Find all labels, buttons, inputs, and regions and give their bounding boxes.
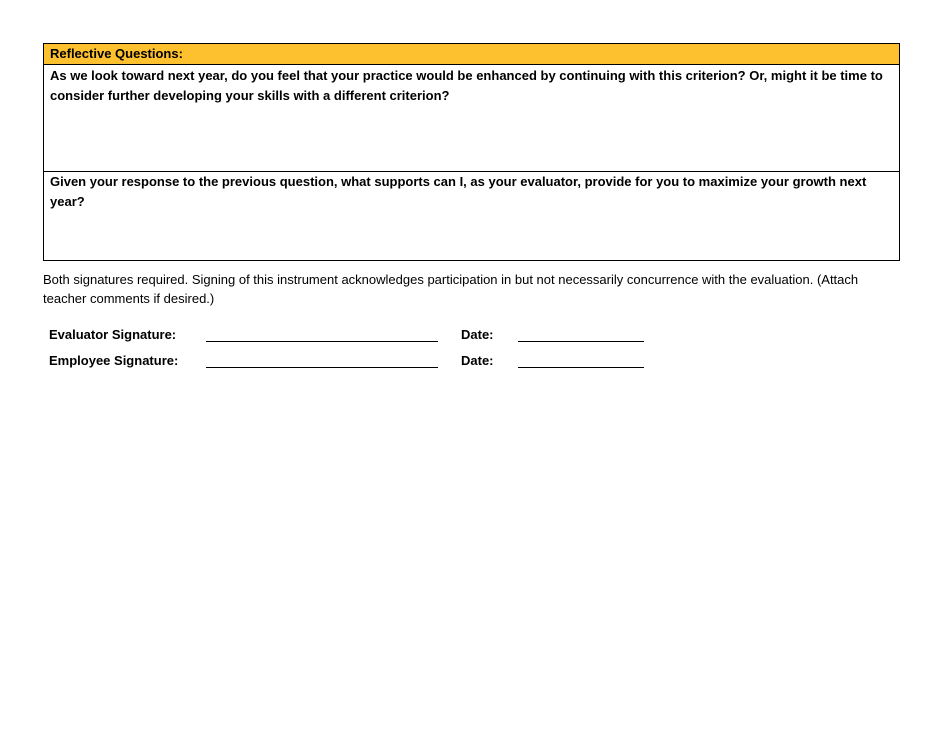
evaluator-signature-line[interactable]	[206, 341, 438, 342]
evaluator-signature-label: Evaluator Signature:	[49, 327, 177, 342]
employee-signature-label: Employee Signature:	[49, 353, 179, 368]
evaluator-date-line[interactable]	[518, 341, 644, 342]
evaluator-date-label: Date:	[461, 327, 494, 342]
reflective-question-2: Given your response to the previous question, what supports can I, as your evaluator, provide for you to maximize your growth next year?	[50, 174, 867, 209]
signature-acknowledgement-text: Both signatures required. Signing of this instrument acknowledges participation in but not necessarily concurrence with the evaluation. (Attach teacher comments if desired.)	[43, 272, 859, 306]
employee-signature-line[interactable]	[206, 367, 438, 368]
reflective-questions-header: Reflective Questions:	[44, 44, 899, 65]
reflective-question-1: As we look toward next year, do you feel that your practice would be enhanced by continuing with this criterion? Or, might it be time to consider further developing your skills with a different criterion?	[44, 65, 899, 172]
employee-signature-row	[49, 352, 669, 372]
reflective-questions-table	[43, 43, 900, 261]
employee-date-label: Date:	[461, 353, 494, 368]
evaluator-signature-row	[49, 326, 669, 346]
employee-date-line[interactable]	[518, 367, 644, 368]
